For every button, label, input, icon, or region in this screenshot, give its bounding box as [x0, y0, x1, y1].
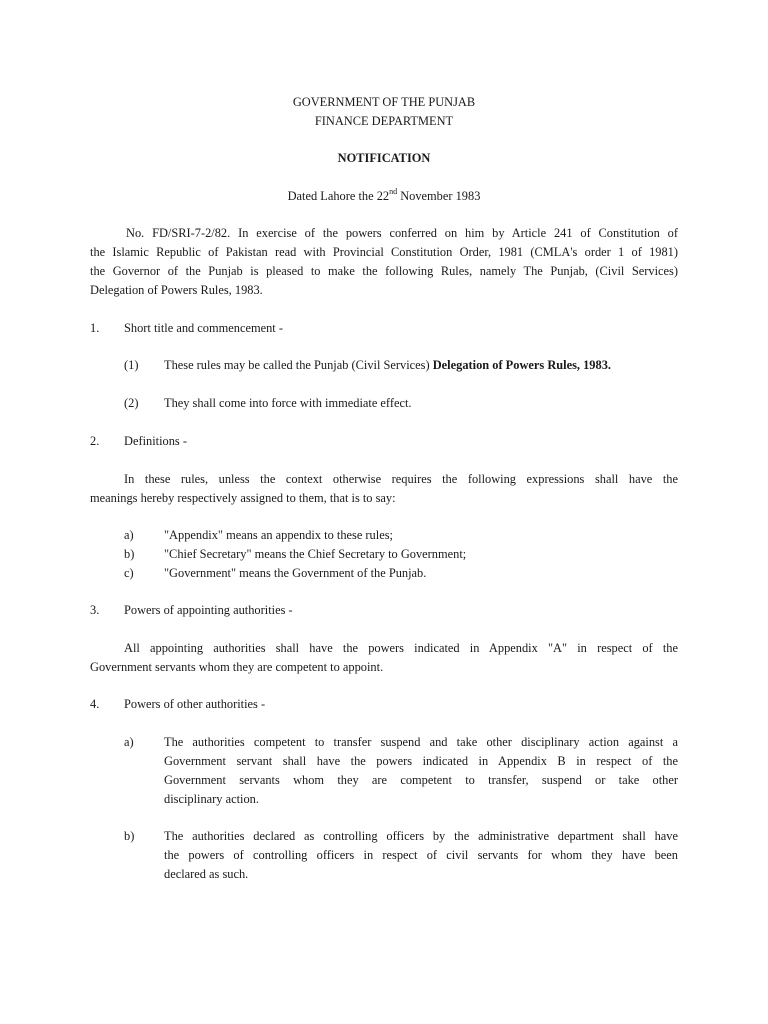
section-4-a-line-3: Government servants whom they are competent to transfer, suspend or take other	[164, 773, 678, 787]
notification-title: NOTIFICATION	[337, 151, 431, 165]
section-1-item-1-number: (1)	[124, 358, 139, 372]
dated-superscript: nd	[389, 186, 398, 196]
dated-line	[0, 188, 768, 204]
section-1-item-1-plain: These rules may be called the Punjab (Civil Services)	[164, 358, 433, 372]
section-3-number: 3.	[90, 603, 100, 617]
definition-c-label: c)	[124, 566, 134, 580]
section-1-title: Short title and commencement -	[124, 321, 283, 335]
section-3-title: Powers of appointing authorities -	[124, 603, 293, 617]
definition-b-text: "Chief Secretary" means the Chief Secretary to Government;	[164, 547, 467, 561]
section-4-a-line-1: The authorities competent to transfer suspend and take other disciplinary action against a	[164, 735, 678, 749]
definition-b-label: b)	[124, 547, 135, 561]
section-2-para-line-1: In these rules, unless the context otherwise requires the following expressions shall have the	[124, 472, 678, 486]
dated-prefix: Dated Lahore the 22	[287, 189, 390, 203]
section-1-item-2-number: (2)	[124, 396, 139, 410]
section-2-number: 2.	[90, 434, 100, 448]
section-3-para-line-1: All appointing authorities shall have the powers indicated in Appendix "A" in respect of the	[124, 641, 678, 655]
section-4-b-line-3: declared as such.	[164, 867, 249, 881]
section-4-number: 4.	[90, 697, 100, 711]
intro-line-2: the Islamic Republic of Pakistan read with Provincial Constitution Order, 1981 (CMLA's order 1 of 1981)	[90, 245, 678, 259]
definition-a-label: a)	[124, 528, 134, 542]
section-3-para-line-2: Government servants whom they are competent to appoint.	[90, 660, 384, 674]
section-2-title: Definitions -	[124, 434, 187, 448]
section-1-item-1-text	[164, 357, 611, 373]
intro-line-1: No. FD/SRI-7-2/82. In exercise of the powers conferred on him by Article 241 of Constitution of	[126, 226, 678, 240]
definition-a-text: "Appendix" means an appendix to these rules;	[164, 528, 393, 542]
intro-line-4: Delegation of Powers Rules, 1983.	[90, 283, 263, 297]
section-4-title: Powers of other authorities -	[124, 697, 266, 711]
section-1-item-2-text: They shall come into force with immediate effect.	[164, 396, 412, 410]
dated-suffix: November 1983	[397, 189, 481, 203]
definition-c-text: "Government" means the Government of the Punjab.	[164, 566, 427, 580]
intro-line-3: the Governor of the Punjab is pleased to make the following Rules, namely The Punjab, (Civil Services)	[90, 264, 678, 278]
section-2-para-line-2: meanings hereby respectively assigned to them, that is to say:	[90, 491, 396, 505]
section-4-a-line-4: disciplinary action.	[164, 792, 259, 806]
section-4-b-line-1: The authorities declared as controlling officers by the administrative department shall have	[164, 829, 678, 843]
header-department: FINANCE DEPARTMENT	[314, 114, 454, 128]
section-1-number: 1.	[90, 321, 100, 335]
header-government: GOVERNMENT OF THE PUNJAB	[292, 95, 476, 109]
section-4-b-label: b)	[124, 829, 135, 843]
section-1-item-1-bold: Delegation of Powers Rules, 1983.	[432, 358, 611, 372]
section-4-a-line-2: Government servant shall have the powers indicated in Appendix B in respect of the	[164, 754, 678, 768]
section-4-a-label: a)	[124, 735, 134, 749]
section-4-b-line-2: the powers of controlling officers in respect of civil servants for whom they have been	[164, 848, 678, 862]
